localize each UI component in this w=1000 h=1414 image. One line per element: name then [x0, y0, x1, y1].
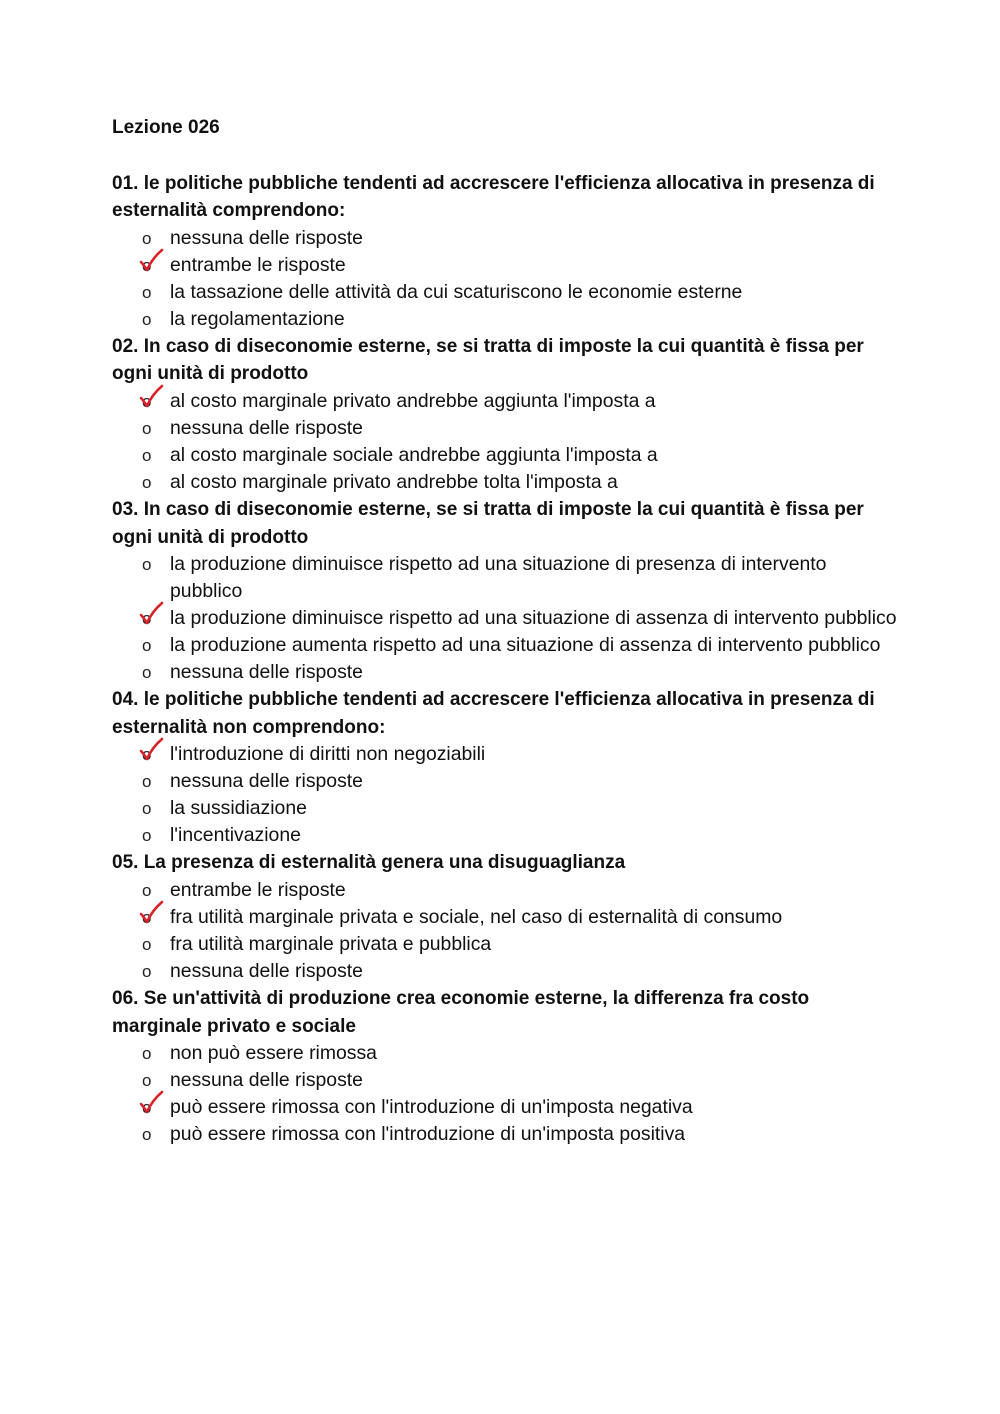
- answer-option-text: la produzione diminuisce rispetto ad una situazione di presenza di intervento pubblico: [170, 553, 827, 603]
- answer-option-text: la produzione aumenta rispetto ad una situazione di assenza di intervento pubblico: [170, 634, 881, 657]
- answer-option: [112, 442, 902, 469]
- lesson-title: Lezione 026: [112, 117, 220, 138]
- answer-option: [112, 1040, 902, 1067]
- question-text: 01. le politiche pubbliche tendenti ad accrescere l'efficienza allocativa in presenza di esternalità comprendono:: [112, 172, 875, 222]
- answer-option-text: nessuna delle risposte: [170, 959, 363, 982]
- answer-option-text: l'introduzione di diritti non negoziabili: [170, 743, 486, 766]
- checkmark-icon: [138, 384, 164, 410]
- answer-option-text: al costo marginale privato andrebbe aggiunta l'imposta a: [170, 389, 656, 412]
- answer-option-correct: [112, 388, 902, 415]
- circle-bullet-icon: o: [142, 555, 152, 575]
- answer-option-correct: [112, 1094, 902, 1121]
- circle-bullet-icon: o: [142, 961, 152, 981]
- circle-bullet-icon: o: [142, 636, 152, 656]
- question-text: 02. In caso di diseconomie esterne, se si tratta di imposte la cui quantità è fissa per ogni unità di prodotto: [112, 335, 864, 385]
- answer-options: [112, 388, 902, 496]
- answer-options: [112, 551, 902, 686]
- answer-option: [112, 1067, 902, 1094]
- circle-bullet-icon: o: [142, 228, 152, 248]
- checkmark-icon: [138, 737, 164, 763]
- circle-bullet-icon: o: [142, 1044, 152, 1064]
- answer-option: [112, 469, 902, 496]
- answer-option-text: può essere rimossa con l'introduzione di un'imposta positiva: [170, 1123, 686, 1146]
- answer-option: [112, 877, 902, 904]
- question-block: [112, 985, 902, 1148]
- answer-option: [112, 306, 902, 333]
- document-page: [112, 114, 902, 1148]
- question-text: 03. In caso di diseconomie esterne, se si tratta di imposte la cui quantità è fissa per ogni unità di prodotto: [112, 498, 864, 548]
- answer-option-correct: [112, 904, 902, 931]
- circle-bullet-icon: o: [142, 907, 152, 927]
- answer-option-text: la sussidiazione: [170, 797, 307, 820]
- answer-option-text: entrambe le risposte: [170, 878, 346, 901]
- question-block: [112, 333, 902, 496]
- circle-bullet-icon: o: [142, 472, 152, 492]
- answer-option-text: al costo marginale sociale andrebbe aggiunta l'imposta a: [170, 443, 658, 466]
- answer-option: [112, 551, 902, 605]
- question-list: [112, 170, 902, 1149]
- answer-options: [112, 1040, 902, 1148]
- checkmark-icon: [138, 900, 164, 926]
- answer-option-correct: [112, 741, 902, 768]
- answer-option: [112, 768, 902, 795]
- question-block: [112, 496, 902, 686]
- answer-option-text: nessuna delle risposte: [170, 226, 363, 249]
- question-block: [112, 170, 902, 333]
- answer-option-text: fra utilità marginale privata e pubblica: [170, 932, 492, 955]
- answer-option: [112, 632, 902, 659]
- circle-bullet-icon: o: [142, 445, 152, 465]
- answer-options: [112, 225, 902, 333]
- answer-option: [112, 415, 902, 442]
- answer-option-text: può essere rimossa con l'introduzione di un'imposta negativa: [170, 1096, 693, 1119]
- question-block: [112, 686, 902, 849]
- circle-bullet-icon: o: [142, 880, 152, 900]
- answer-option-text: non può essere rimossa: [170, 1042, 377, 1065]
- question-text: 06. Se un'attività di produzione crea economie esterne, la differenza fra costo marginale privato e sociale: [112, 987, 810, 1037]
- answer-option: [112, 958, 902, 985]
- circle-bullet-icon: o: [142, 609, 152, 629]
- answer-option-text: al costo marginale privato andrebbe tolta l'imposta a: [170, 470, 618, 493]
- answer-option-text: fra utilità marginale privata e sociale, nel caso di esternalità di consumo: [170, 905, 783, 928]
- answer-option: [112, 822, 902, 849]
- circle-bullet-icon: o: [142, 309, 152, 329]
- answer-option-text: la produzione diminuisce rispetto ad una situazione di assenza di intervento pubblico: [170, 607, 897, 630]
- answer-option-correct: [112, 252, 902, 279]
- circle-bullet-icon: o: [142, 418, 152, 438]
- answer-option: [112, 1121, 902, 1148]
- answer-option: [112, 659, 902, 686]
- answer-option-text: l'incentivazione: [170, 824, 301, 847]
- circle-bullet-icon: o: [142, 934, 152, 954]
- answer-option-text: nessuna delle risposte: [170, 770, 363, 793]
- question-text: 05. La presenza di esternalità genera una disuguaglianza: [112, 852, 626, 874]
- circle-bullet-icon: o: [142, 826, 152, 846]
- circle-bullet-icon: o: [142, 663, 152, 683]
- circle-bullet-icon: o: [142, 391, 152, 411]
- answer-option: [112, 795, 902, 822]
- checkmark-icon: [138, 248, 164, 274]
- checkmark-icon: [138, 1090, 164, 1116]
- circle-bullet-icon: o: [142, 745, 152, 765]
- answer-option-correct: [112, 605, 902, 632]
- answer-option-text: nessuna delle risposte: [170, 416, 363, 439]
- checkmark-icon: [138, 601, 164, 627]
- answer-option-text: la regolamentazione: [170, 307, 345, 330]
- question-block: [112, 849, 902, 985]
- circle-bullet-icon: o: [142, 1071, 152, 1091]
- circle-bullet-icon: o: [142, 772, 152, 792]
- question-text: 04. le politiche pubbliche tendenti ad accrescere l'efficienza allocativa in presenza di esternalità non comprendono:: [112, 689, 875, 738]
- answer-option-text: nessuna delle risposte: [170, 1069, 363, 1092]
- answer-options: [112, 877, 902, 985]
- circle-bullet-icon: o: [142, 282, 152, 302]
- answer-option-text: nessuna delle risposte: [170, 661, 363, 684]
- circle-bullet-icon: o: [142, 1098, 152, 1118]
- answer-option-text: la tassazione delle attività da cui scaturiscono le economie esterne: [170, 280, 743, 303]
- answer-option-text: entrambe le risposte: [170, 253, 346, 276]
- answer-options: [112, 741, 902, 849]
- answer-option: [112, 931, 902, 958]
- circle-bullet-icon: o: [142, 799, 152, 819]
- answer-option: [112, 225, 902, 252]
- circle-bullet-icon: o: [142, 255, 152, 275]
- answer-option: [112, 279, 902, 306]
- circle-bullet-icon: o: [142, 1125, 152, 1145]
